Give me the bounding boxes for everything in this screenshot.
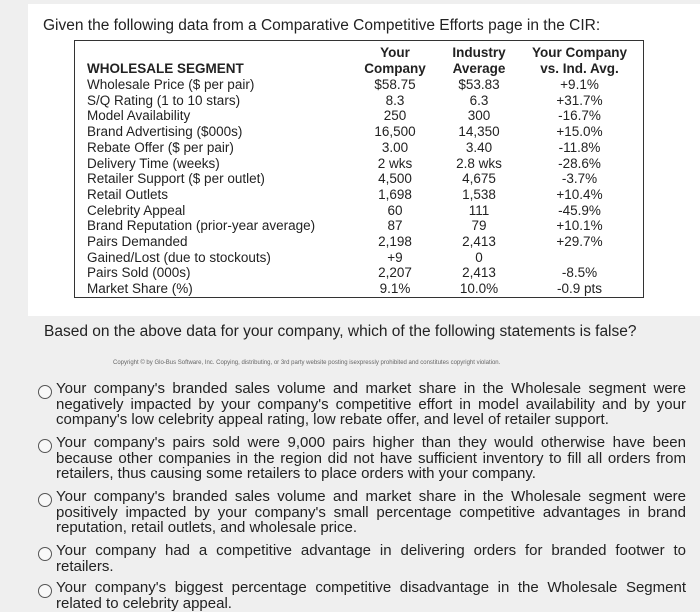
- answer-option-text: Your company's pairs sold were 9,000 pairs higher than they would otherwise have been because other companies in the region did not have sufficient inventory to fill all orders from retailers, thus causing some retailers to place orders with your company.: [56, 434, 686, 482]
- answer-option-text: Your company had a competitive advantage in delivering orders for branded footwer to retailers.: [56, 542, 686, 575]
- radio-button[interactable]: [38, 493, 52, 507]
- radio-button[interactable]: [38, 439, 52, 453]
- col-header-your-company: Your Company: [364, 45, 426, 76]
- comparative-efforts-table: [74, 40, 644, 298]
- table-row: Pairs Demanded 2,198 2,413 +29.7%: [87, 234, 603, 249]
- table-row: Delivery Time (weeks) 2 wks 2.8 wks -28.6%: [87, 155, 601, 171]
- segment-header: WHOLESALE SEGMENT: [87, 61, 244, 76]
- intro-text: Given the following data from a Comparative Competitive Efforts page in the CIR:: [43, 17, 601, 34]
- table-row: Rebate Offer ($ per pair) 3.00 3.40 -11.8%: [87, 139, 601, 155]
- table-row: Celebrity Appeal 60 111 -45.9%: [87, 202, 601, 218]
- radio-button[interactable]: [38, 385, 52, 399]
- table-row: Model Availability 250 300 -16.7%: [87, 108, 601, 124]
- table-row: Market Share (%) 9.1% 10.0% -0.9 pts: [87, 281, 603, 297]
- answer-option-text: Your company's branded sales volume and market share in the Wholesale segment were positively impacted by your company's small percentage competitive advantages in brand reputation, retail outlets, and wholesale price.: [56, 488, 686, 536]
- copyright-notice: Copyright © by Glo-Bus Software, Inc. Copying, distributing, or 3rd party website posting isexpressly prohibited and constitutes copyright violation.: [113, 360, 501, 366]
- table-row: Brand Advertising ($000s) 16,500 14,350 +15.0%: [87, 124, 603, 140]
- answer-option-text: Your company's branded sales volume and market share in the Wholesale segment were negatively impacted by your company's competitive effort in model availability and by your company's low celebrity appeal rating, low rebate offer, and level of retailer support.: [56, 380, 686, 428]
- table-row: S/Q Rating (1 to 10 stars) 8.3 6.3 +31.7%: [87, 92, 603, 108]
- table-row: Brand Reputation (prior-year average) 87 79 +10.1%: [87, 218, 603, 234]
- radio-button[interactable]: [38, 547, 52, 561]
- table-row: Wholesale Price ($ per pair) $58.75 $53.83 +9.1%: [87, 77, 599, 92]
- col-header-vs-ind-avg: Your Company vs. Ind. Avg.: [531, 45, 627, 76]
- col-header-industry-average: Industry Average: [452, 45, 506, 76]
- question-text: Based on the above data for your company, which of the following statements is false?: [44, 323, 637, 340]
- radio-button[interactable]: [38, 584, 52, 598]
- table-row: Retail Outlets 1,698 1,538 +10.4%: [87, 186, 603, 202]
- answer-option-text: Your company's biggest percentage competitive disadvantage in the Wholesale Segment related to celebrity appeal.: [56, 579, 686, 612]
- table-row: Retailer Support ($ per outlet) 4,500 4,675 -3.7%: [87, 171, 598, 187]
- table-row: Gained/Lost (due to stockouts) +9 0: [87, 249, 483, 265]
- table-row: Pairs Sold (000s) 2,207 2,413 -8.5%: [87, 265, 598, 281]
